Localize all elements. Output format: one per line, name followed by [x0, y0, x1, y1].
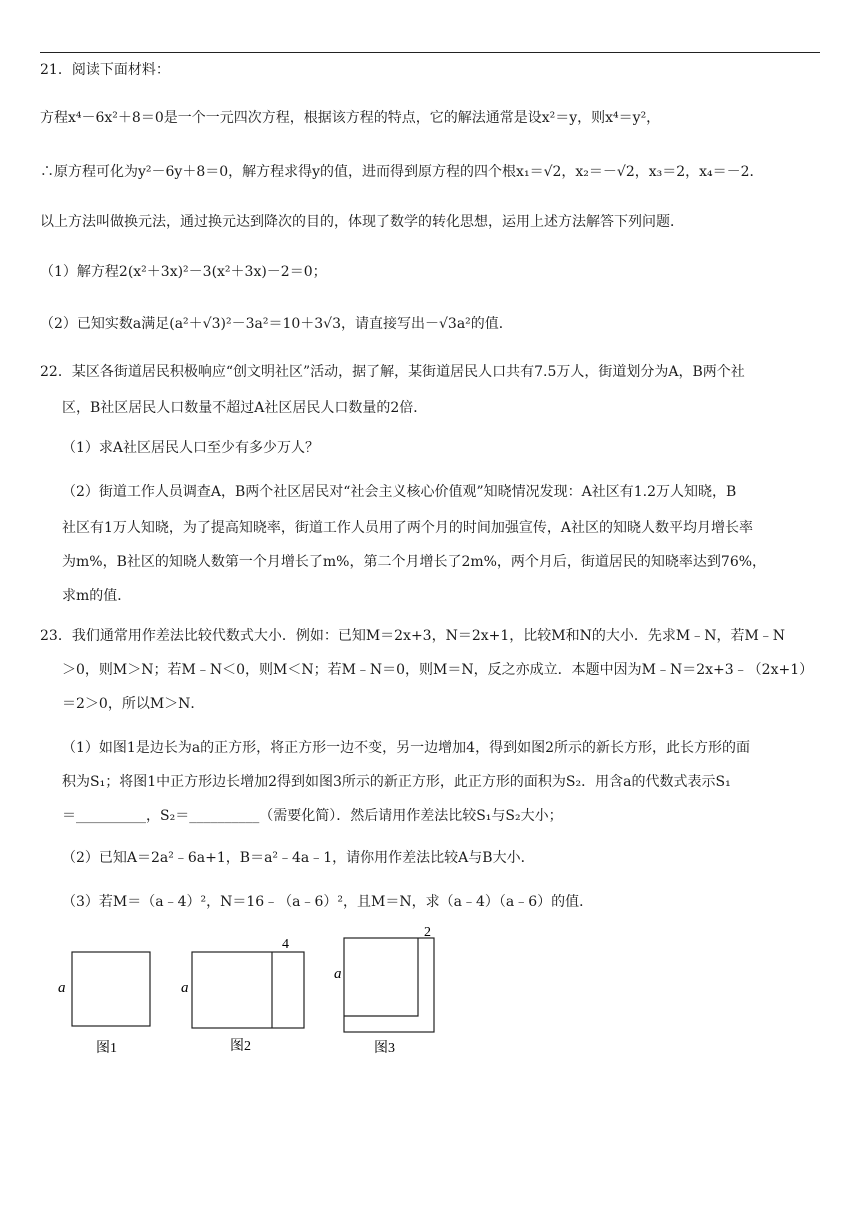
figure-1-svg	[52, 944, 162, 1064]
top-rule	[40, 52, 820, 53]
figure-2	[176, 932, 316, 1062]
figure-2-svg	[176, 932, 316, 1062]
fig1-square	[72, 952, 150, 1026]
figure-1	[52, 944, 162, 1064]
q23-line1: 23．我们通常用作差法比较代数式大小．例如：已知M＝2x+3，N＝2x+1，比较M和N的大小．先求M﹣N，若M﹣N	[40, 628, 786, 644]
fig2-caption: 图2	[230, 1039, 251, 1054]
q23-part1-a: （1）如图1是边长为a的正方形，将正方形一边不变，另一边增加4，得到如图2所示的新长方形，此长方形的面	[62, 740, 750, 756]
q22-line2: 区，B社区居民人口数量不超过A社区居民人口数量的2倍．	[62, 400, 428, 416]
fig3-top-label: 2	[424, 925, 431, 940]
q22-part2-b: 社区有1万人知晓，为了提高知晓率，街道工作人员用了两个月的时间加强宣传，A社区的知晓人数平均月增长率	[62, 520, 754, 536]
fig3-outer-square	[344, 938, 434, 1032]
q21-line1: 方程x⁴－6x²＋8＝0是一个一元四次方程，根据该方程的特点，它的解法通常是设x²＝y，则x⁴＝y²，	[40, 110, 661, 126]
q23-part3: （3）若M＝（a﹣4）²，N＝16﹣（a﹣6）²，且M＝N，求（a﹣4）（a﹣6）的值．	[62, 894, 594, 910]
q21-line3: 以上方法叫做换元法，通过换元达到降次的目的，体现了数学的转化思想，运用上述方法解答下列问题．	[40, 214, 684, 230]
q21-line2: ∴原方程可化为y²－6y＋8＝0，解方程求得y的值，进而得到原方程的四个根x₁＝√2，x₂＝－√2，x₃＝2，x₄＝－2．	[40, 164, 764, 180]
q23-part1-c: ＝__________，S₂＝__________（需要化简）．然后请用作差法比较S₁与S₂大小；	[62, 808, 563, 824]
q23-line2: ＞0，则M＞N；若M﹣N＜0，则M＜N；若M﹣N＝0，则M＝N，反之亦成立．本题中因为M﹣N＝2x+3﹣（2x+1）	[62, 662, 814, 678]
figure-3-svg	[330, 924, 450, 1060]
fig3-side-label: a	[334, 966, 342, 982]
fig2-top-label: 4	[282, 937, 289, 952]
fig2-side-label: a	[181, 980, 189, 996]
fig3-inner-square	[344, 938, 418, 1016]
q22-part2-a: （2）街道工作人员调查A，B两个社区居民对“社会主义核心价值观”知晓情况发现：A社区有1.2万人知晓，B	[62, 484, 737, 500]
q22-part1: （1）求A社区居民人口至少有多少万人？	[62, 440, 320, 456]
q23-part2: （2）已知A＝2a²﹣6a+1，B＝a²﹣4a﹣1，请你用作差法比较A与B大小．	[62, 850, 535, 866]
q23-part1-b: 积为S₁；将图1中正方形边长增加2得到如图3所示的新正方形，此正方形的面积为S₂．用含a的代数式表示S₁	[62, 774, 731, 790]
q22-part2-d: 求m的值．	[62, 588, 132, 604]
q23-line3: ＝2＞0，所以M＞N．	[62, 696, 205, 712]
figure-3	[330, 924, 450, 1060]
q22-line1: 22．某区各街道居民积极响应“创文明社区”活动，据了解，某街道居民人口共有7.5万人，街道划分为A，B两个社	[40, 364, 745, 380]
q21-title: 21．阅读下面材料：	[40, 62, 170, 78]
fig1-caption: 图1	[96, 1041, 117, 1056]
q21-part2: （2）已知实数a满足(a²＋√3)²－3a²＝10＋3√3，请直接写出－√3a²的值．	[40, 316, 513, 332]
q22-part2-c: 为m%，B社区的知晓人数第一个月增长了m%，第二个月增长了2m%，两个月后，街道居民的知晓率达到76%，	[62, 554, 767, 570]
fig1-side-label: a	[58, 980, 66, 996]
q21-part1: （1）解方程2(x²＋3x)²－3(x²＋3x)－2＝0；	[40, 264, 327, 280]
fig3-caption: 图3	[374, 1041, 395, 1056]
fig2-rectangle	[192, 952, 304, 1028]
